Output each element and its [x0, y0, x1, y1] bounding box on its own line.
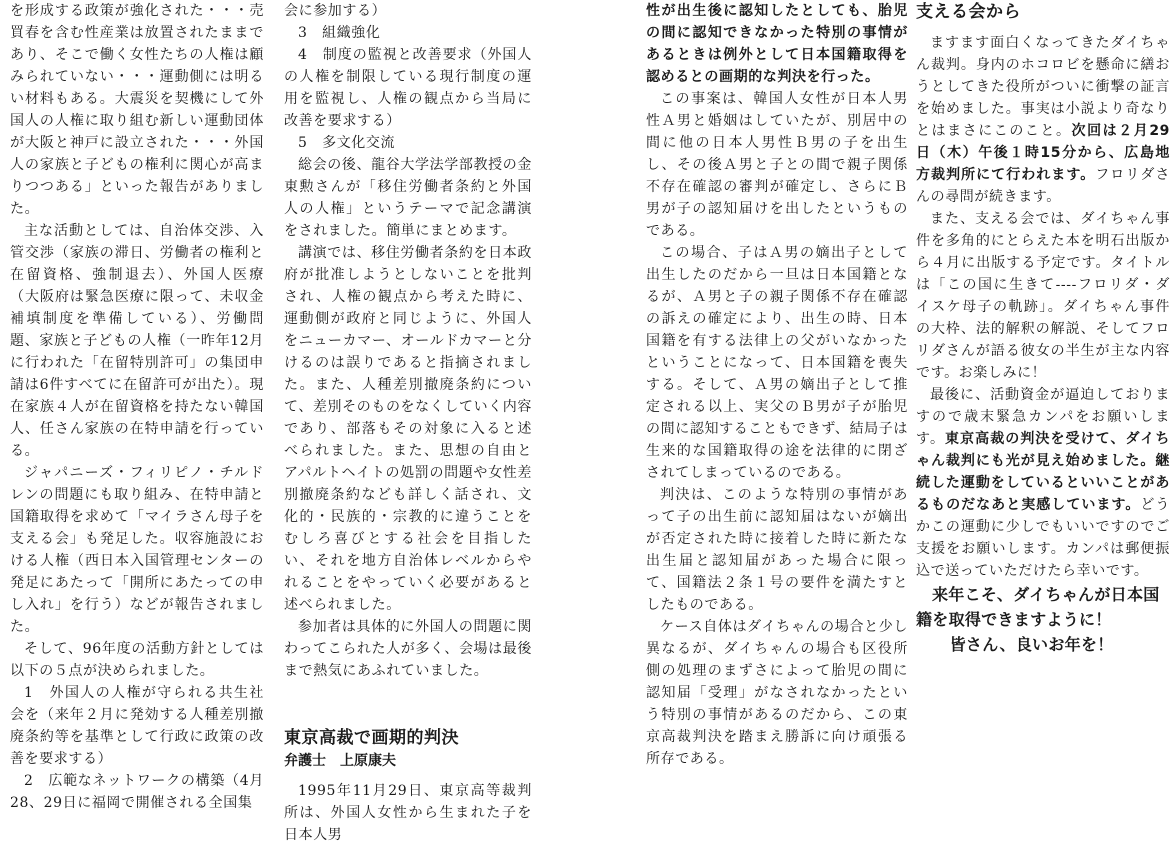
col3-paragraph-analysis: この場合、子はＡ男の嫡出子として出生したのだから一旦は日本国籍となるが、Ａ男と子の親子関係不存在確認の訴えの確定により、出生の時、日本国籍を有する法律上の父がいなかったということになって、日本国籍を喪失する。そして、Ａ男の嫡出子として推定される以上、実父のＢ男が子が胎児の間に認知することもできず、結局子は生来的な国籍取得の途を法律的に閉ざされてしまっているのである。 [646, 245, 908, 481]
col2-paragraph-lecture-intro: 総会の後、龍谷大学法学部教授の金東勲さんが「移住労働者条約と外国人の人権」というテーマで記念講演をされました。簡単にまとめます。 [284, 157, 532, 239]
policy-item-2: 2 広範なネットワークの構築（4月28、29日に福岡で開催される全国集 [10, 773, 264, 811]
heading-gap [916, 24, 1170, 32]
col4-paragraph-donation [916, 384, 1170, 582]
col1-paragraph-1: を形成する政策が強化された・・・売買春を含む性産業は放置されたままであり、そこで働く女性たちの人権は顧みられていない・・・運動側には明るい材料もある。大震災を契機にして外国人の人権に取り組む新しい運動団体が大阪と神戸に設立された・・・外国人の家族と子どもの権利に関心が高まりつつある」といった報告がありました。 [10, 3, 264, 217]
column-3 [646, 0, 908, 799]
section-gap [284, 682, 532, 726]
column-1 [10, 0, 264, 811]
support-group-heading: 支える会から [916, 2, 1021, 22]
policy-item-5: 5 多文化交流 [298, 135, 396, 151]
trial-text-end: フロリダさんの尋問が続きます。 [916, 167, 1170, 205]
col1-paragraph-4: そして、96年度の活動方針としては以下の５点が決められました。 [10, 641, 264, 679]
col2-paragraph-participants: 参加者は具体的に外国人の問題に関わってこられた人が多く、会場は最後まで熱気にあふれていました。 [284, 619, 532, 679]
closing-message-2: 皆さん、良いお年を！ [949, 635, 1114, 654]
policy-item-4: 4 制度の監視と改善要求（外国人の人権を制限している現行制度の運用を監視し、人権の観点から当局に改善を要求する） [284, 47, 532, 129]
next-hearing-notice: 次回は２月29日（木）午後１時15分から、広島地方裁判所にて行われます。 [916, 123, 1170, 183]
donation-text: 最後に、活動資金が逼迫しておりますので歳末緊急カンパをお願いします。 [916, 387, 1170, 447]
col1-paragraph-2: 主な活動としては、自治体交渉、入管交渉（家族の滞日、労働者の権利と在留資格、強制退去）、外国人医療（大阪府は緊急医療に限って、未収金補填制度を準備している）、労働問題、家族と子どもの人権（一昨年12月に行われた「在留特別許可」の集団申請は6件すべてに在留許可が出た）。現在家族４人が在留資格を持たない韓国人、任さん家族の在特申請を行っている。 [10, 223, 264, 459]
col3-paragraph-daichan: ケース自体はダイちゃんの場合と少し異なるが、ダイちゃんの場合も区役所側の処理のまずさによって胎児の間に認知届「受理」がなされなかったという特別の事情があるのだから、この東京高裁判決を踏まえ勝訴に向け頑張る所存である。 [646, 619, 908, 767]
col3-paragraph-ruling: 判決は、このような特別の事情があって子の出生前に認知届はないが嫡出が否定された時に接着した時に新たな出生届と認知届があった場合に限って、国籍法２条１号の要件を満たすとしたものである。 [646, 487, 908, 613]
article-opening: 1995年11月29日、東京高等裁判所は、外国人女性から生まれた子を日本人男 [284, 783, 532, 843]
donation-text-end: どうかこの運動に少しでもいいですのでご支援をお願いします。カンパは郵便振込で送っていただけたら幸いです。 [916, 497, 1170, 579]
policy-item-3: 3 組織強化 [298, 25, 381, 41]
col1-paragraph-3: ジャパニーズ・フィリピノ・チルドレンの問題にも取り組み、在特申請と国籍取得を求めて「マイラさん母子を支える会」も発足した。収容施設における人権（西日本入国管理センターの発足にあたって「開所にあたっての申し入れ」を行う）などが報告されました。 [10, 465, 264, 635]
ruling-summary: 性が出生後に認知したとしても、胎児の間に認知できなかった特別の事情があるときは例外として日本国籍取得を認めるとの画期的な判決を行った。 [646, 3, 908, 85]
policy-item-1: 1 外国人の人権が守られる共生社会を（来年２月に発効する人種差別撤廃条約等を基準として行政に政策の改善を要求する） [10, 685, 264, 767]
article-heading: 東京高裁で画期的判決 [284, 728, 459, 748]
closing-message-1: 来年こそ、ダイちゃんが日本国籍を取得できますように！ [916, 585, 1160, 629]
col4-paragraph-trial [916, 32, 1170, 208]
byline-gap [284, 772, 532, 780]
column-2 [284, 0, 532, 843]
col4-paragraph-book: また、支える会では、ダイちゃん事件を多角的にとらえた本を明石出版から４月に出版する予定です。タイトルは「この国に生きて----フロリダ・ダイスケ母子の軌跡」。ダイちゃん事件の大枠、法的解釈の解説、そしてフロリダさんが語る彼女の半生が主な内容です。お楽しみに！ [916, 211, 1170, 381]
col2-paragraph-lecture-body: 講演では、移住労働者条約を日本政府が批准しようとしないことを批判され、人権の観点から考えた時に、運動側が政府と同じように、外国人をニューカマー、オールドカマーと分けるのは誤りであると指摘されました。また、人種差別撤廃条約について、差別そのものをなくしていく内容であり、部落もその対象に入ると述べられました。また、思想の自由とアパルトヘイトの処罰の問題や女性差別撤廃条約なども詳しく話され、文化的・民族的・宗教的に違うことをむしろ喜びとする社会を目指したい、それを地方自治体レベルからやれることをやっていく必要があると述べられました。 [284, 245, 532, 613]
column-4 [916, 0, 1170, 799]
trial-text: ますます面白くなってきたダイちゃん裁判。身内のホコロビを懸命に繕おうとしてきた役所がついに衝撃の証言を始めました。事実は小説より奇なりとはまさにこのこと。 [916, 35, 1170, 139]
article-byline: 弁護士 上原康夫 [284, 753, 396, 769]
col3-paragraph-case: この事案は、韓国人女性が日本人男性Ａ男と婚姻はしていたが、別居中の間に他の日本人男性Ｂ男の子を出生し、その後Ａ男と子との間で親子関係不存在確認の審判が確定し、さらにＢ男が子の認知届けを出したというものである。 [646, 91, 908, 239]
col2-paragraph-1: 会に参加する） [284, 3, 387, 19]
donation-highlight: 東京高裁の判決を受けて、ダイちゃん裁判にも光が見え始めました。継続した運動をしているといいことがあるものだなあと実感しています。 [916, 431, 1170, 513]
